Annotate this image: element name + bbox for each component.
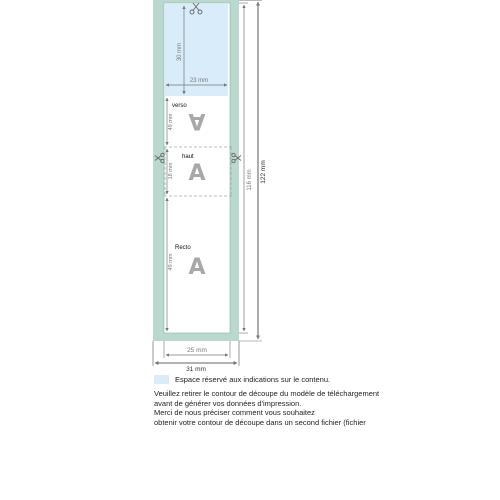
inner-width-label: 25 mm <box>187 347 207 354</box>
recto-label: Recto <box>175 245 191 251</box>
total-height-label: 122 mm <box>260 160 267 184</box>
haut-label: haut <box>182 154 194 160</box>
haut-letter: A <box>188 161 206 186</box>
total-width-label: 31 mm <box>186 366 206 373</box>
legend-text: Espace réservé aux indications sur le contenu. <box>175 375 331 384</box>
verso-label: verso <box>172 103 187 109</box>
recto-height-label: 49 mm <box>168 253 174 271</box>
fold-total-label: 116 mm <box>247 169 253 191</box>
recto-letter: A <box>188 255 206 280</box>
legend-swatch <box>154 375 169 384</box>
instructions <box>154 389 380 427</box>
instruction-line: Veuillez retirer le contour de découpe du modèle de téléchargement <box>154 389 380 398</box>
verso-height-label: 49 mm <box>168 113 174 131</box>
window-width-label: 23 mm <box>189 78 209 84</box>
instruction-line: Merci de nous préciser comment vous souhaitez <box>154 408 315 417</box>
instruction-line: obtenir votre contour de découpe dans un second fichier (fichier <box>154 417 366 427</box>
haut-height-label: 18 mm <box>168 162 174 180</box>
window-height-label: 30 mm <box>177 42 183 62</box>
verso-letter: A <box>188 108 206 133</box>
instruction-line: avant de générer vos données d'impression. <box>154 398 302 408</box>
